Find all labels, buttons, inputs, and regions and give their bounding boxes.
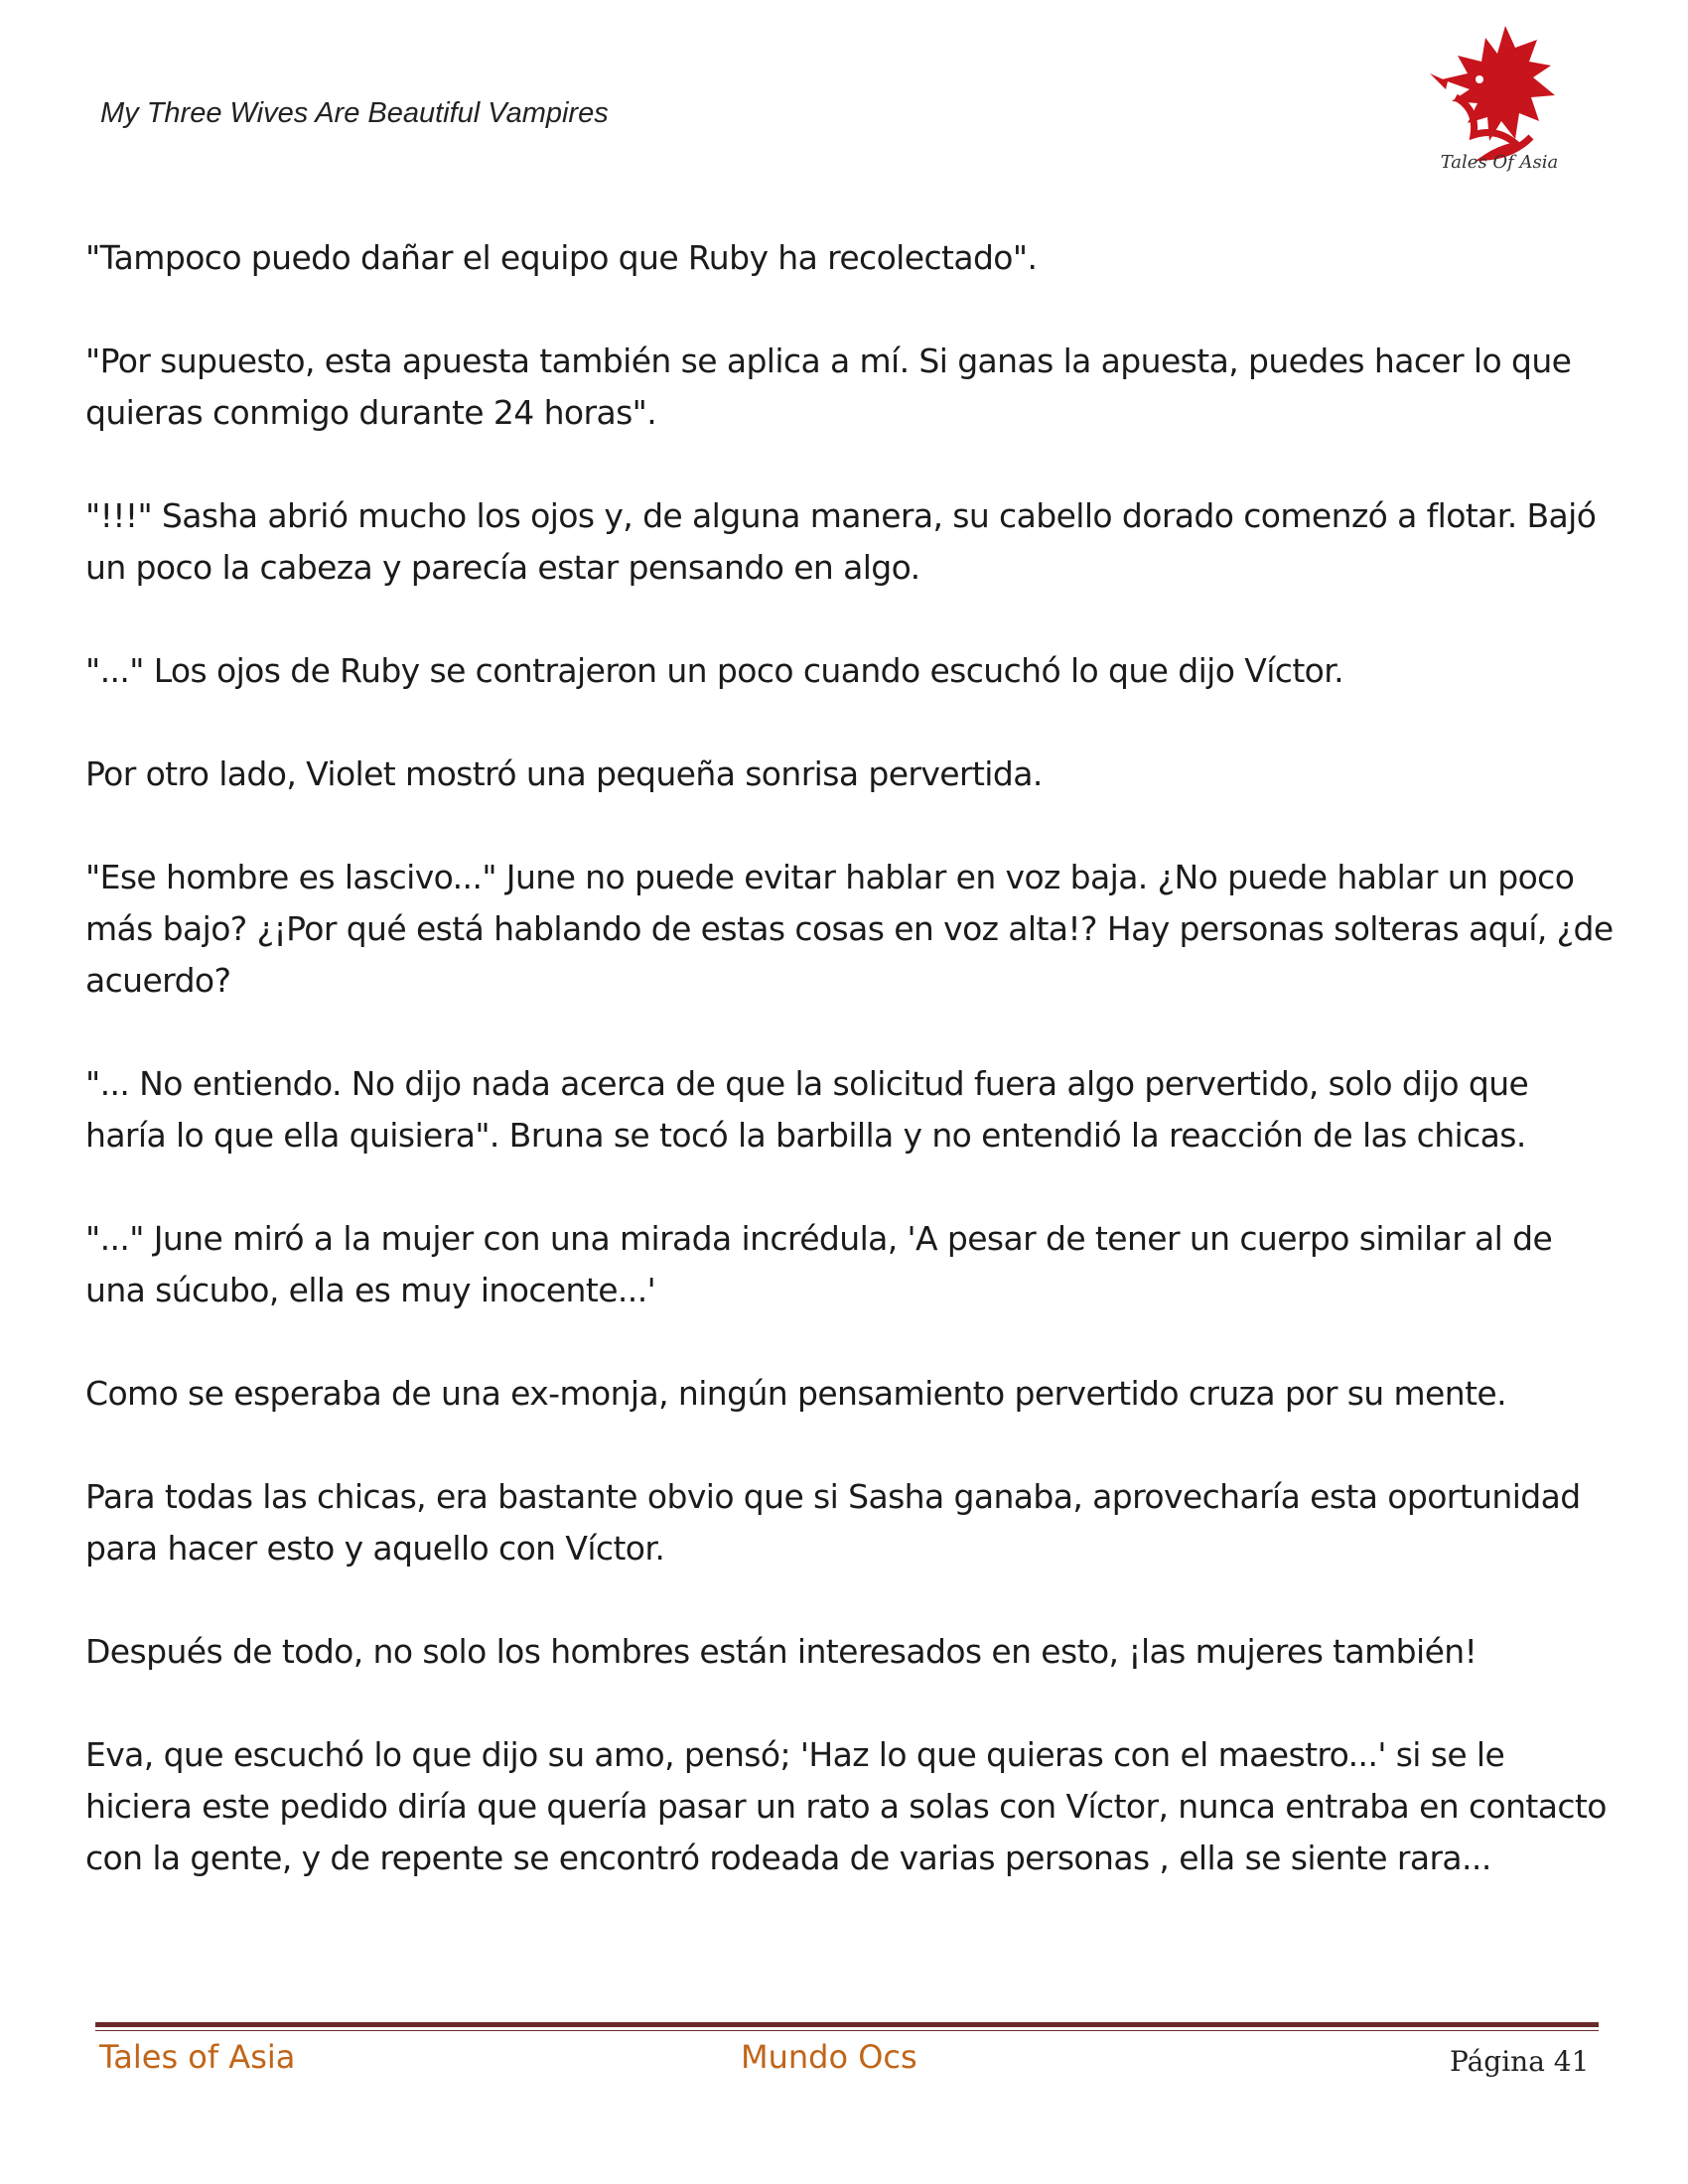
footer-site: Mundo Ocs	[741, 2038, 917, 2076]
paragraph: "Ese hombre es lascivo..." June no puede evitar hablar en voz baja. ¿No puede hablar un poco más bajo? ¿¡Por qué está hablando de estas cosas en voz alta!? Hay personas solteras aquí, ¿de acuerdo?	[85, 858, 1614, 1000]
page-number: Página 41	[1450, 2045, 1590, 2078]
footer-divider	[95, 2022, 1599, 2032]
paragraph: "Tampoco puedo dañar el equipo que Ruby ha recolectado".	[85, 238, 1038, 277]
paragraph: "... No entiendo. No dijo nada acerca de que la solicitud fuera algo pervertido, solo dijo que haría lo que ella quisiera". Bruna se tocó la barbilla y no entendió la reacción de las chicas.	[85, 1064, 1529, 1155]
paragraph: Después de todo, no solo los hombres están interesados en esto, ¡las mujeres también!	[85, 1632, 1477, 1671]
paragraph: "Por supuesto, esta apuesta también se aplica a mí. Si ganas la apuesta, puedes hacer lo que quieras conmigo durante 24 horas".	[85, 341, 1572, 432]
paragraph: Por otro lado, Violet mostró una pequeña sonrisa pervertida.	[85, 754, 1043, 793]
paragraph: Como se esperaba de una ex-monja, ningún pensamiento pervertido cruza por su mente.	[85, 1374, 1506, 1413]
footer-publisher: Tales of Asia	[99, 2038, 296, 2076]
paragraph: Eva, que escuchó lo que dijo su amo, pensó; 'Haz lo que quieras con el maestro...' si se le hiciera este pedido diría que quería pasar un rato a solas con Víctor, nunca entraba en contacto con la gente, y de repente se encontró rodeada de varias personas , ella se siente rara...	[85, 1735, 1607, 1877]
document-body	[85, 232, 1615, 1936]
logo-text: Tales Of Asia	[1440, 152, 1559, 173]
paragraph: "..." June miró a la mujer con una mirada incrédula, 'A pesar de tener un cuerpo similar al de una súcubo, ella es muy inocente...'	[85, 1219, 1553, 1309]
paragraph: "..." Los ojos de Ruby se contrajeron un poco cuando escuchó lo que dijo Víctor.	[85, 651, 1344, 690]
paragraph: "!!!" Sasha abrió mucho los ojos y, de alguna manera, su cabello dorado comenzó a flotar. Bajó un poco la cabeza y parecía estar pensando en algo.	[85, 496, 1597, 587]
document-header-title: My Three Wives Are Beautiful Vampires	[100, 97, 609, 129]
paragraph: Para todas las chicas, era bastante obvio que si Sasha ganaba, aprovecharía esta oportunidad para hacer esto y aquello con Víctor.	[85, 1477, 1581, 1568]
